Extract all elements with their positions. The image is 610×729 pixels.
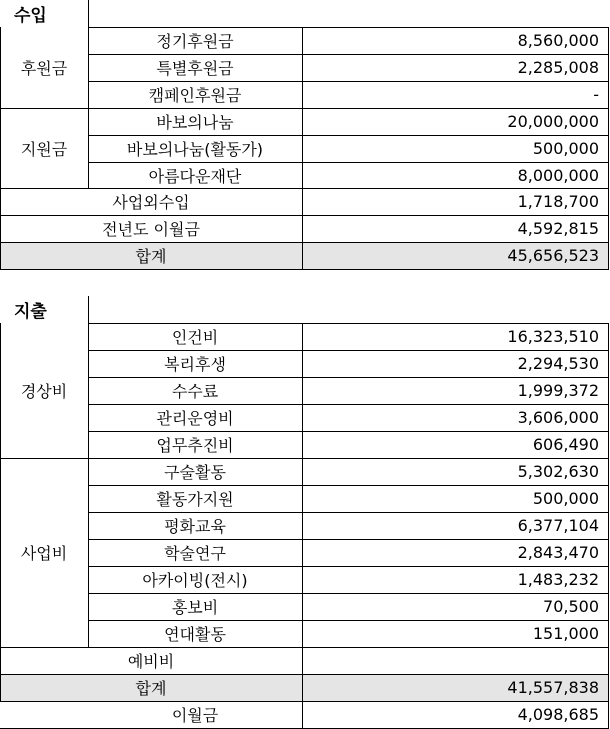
grid-line — [608, 323, 609, 728]
income-item-value: 20,000,000 — [507, 112, 599, 131]
grid-line — [0, 269, 609, 270]
grid-line — [0, 215, 609, 216]
grid-line — [88, 377, 609, 378]
expense-item-label: 연대활동 — [164, 625, 226, 644]
expense-item-value: 151,000 — [532, 624, 599, 643]
grid-line — [302, 27, 303, 269]
expense-item-label: 학술연구 — [164, 544, 226, 563]
grid-line — [88, 296, 89, 647]
income-item-value: 8,000,000 — [517, 165, 599, 185]
grid-line — [0, 188, 609, 189]
grid-line — [0, 242, 609, 243]
carryover-value: 4,098,685 — [517, 705, 599, 724]
expense-item-label: 수수료 — [171, 382, 219, 401]
grid-line — [88, 512, 609, 513]
grid-line — [88, 323, 609, 324]
expense-item-value: 606,490 — [532, 435, 599, 454]
expense-item-label: 평화교육 — [164, 517, 226, 536]
expense-item-label: 인건비 — [171, 328, 219, 347]
grid-line — [0, 458, 609, 459]
expense-item-value: 16,323,510 — [507, 327, 599, 346]
expense-group-label: 사업비 — [20, 544, 68, 563]
income-other-value: 4,592,815 — [517, 219, 599, 238]
income-item-label: 캠페인후원금 — [148, 86, 242, 105]
expense-item-value: 2,843,470 — [517, 543, 599, 562]
expense-title: 지출 — [14, 302, 47, 322]
expense-item-value: 2,294,530 — [517, 354, 599, 373]
income-item-value: 8,560,000 — [517, 31, 599, 50]
expense-total-label: 합계 — [0, 674, 302, 701]
expense-item-value: 3,606,000 — [517, 408, 599, 427]
grid-line — [0, 27, 1, 269]
grid-line — [88, 620, 609, 621]
income-other-label: 전년도 이월금 — [102, 220, 200, 239]
income-item-label: 특별후원금 — [156, 59, 234, 78]
expense-item-value: 6,377,104 — [517, 516, 599, 535]
income-other-value: 1,718,700 — [517, 192, 599, 211]
expense-reserve-value — [302, 647, 608, 674]
grid-line — [0, 108, 609, 109]
carryover-label: 이월금 — [171, 706, 219, 725]
expense-item-label: 활동가지원 — [156, 490, 234, 509]
grid-line — [88, 431, 609, 432]
income-item-value: 500,000 — [532, 139, 599, 158]
expense-item-value: 500,000 — [532, 489, 599, 508]
grid-line — [88, 54, 609, 55]
expense-item-label: 관리운영비 — [156, 409, 234, 428]
grid-line — [608, 27, 609, 269]
income-item-value: 2,285,008 — [517, 58, 599, 77]
income-item-label: 아름다운재단 — [148, 166, 242, 186]
expense-item-value: 70,500 — [543, 597, 599, 616]
grid-line — [88, 566, 609, 567]
grid-line — [302, 323, 303, 728]
grid-line — [88, 593, 609, 594]
expense-item-label: 홍보비 — [171, 598, 219, 617]
expense-item-label: 구술활동 — [164, 463, 226, 482]
expense-item-value: 1,483,232 — [517, 570, 599, 589]
grid-line — [0, 674, 609, 675]
income-item-label: 정기후원금 — [156, 32, 234, 51]
grid-line — [88, 162, 609, 163]
income-item-label: 바보의나눔(활동가) — [126, 140, 264, 159]
expense-item-label: 아카이빙(전시) — [142, 571, 248, 590]
grid-line — [88, 0, 89, 188]
grid-line — [88, 135, 609, 136]
grid-line — [88, 485, 609, 486]
income-group-label: 후원금 — [20, 59, 68, 78]
expense-item-value: 1,999,372 — [517, 381, 599, 400]
income-group-label: 지원금 — [20, 139, 68, 159]
income-item-value: - — [593, 85, 599, 104]
expense-total-value: 41,557,838 — [302, 674, 608, 701]
expense-item-label: 업무추진비 — [156, 436, 234, 455]
income-total-label: 합계 — [0, 242, 302, 269]
income-item-label: 바보의나눔 — [156, 113, 234, 132]
income-total-value: 45,656,523 — [302, 242, 608, 269]
expense-group-label: 경상비 — [20, 382, 68, 401]
expense-item-value: 5,302,630 — [517, 462, 599, 481]
grid-line — [88, 404, 609, 405]
expense-reserve-label: 예비비 — [127, 652, 175, 671]
grid-line — [0, 323, 1, 701]
grid-line — [88, 539, 609, 540]
expense-item-label: 복리후생 — [164, 355, 226, 374]
grid-line — [88, 27, 609, 28]
income-other-label: 사업외수입 — [112, 193, 190, 212]
grid-line — [0, 647, 609, 648]
grid-line — [88, 81, 609, 82]
grid-line — [88, 350, 609, 351]
income-title: 수입 — [14, 6, 47, 26]
